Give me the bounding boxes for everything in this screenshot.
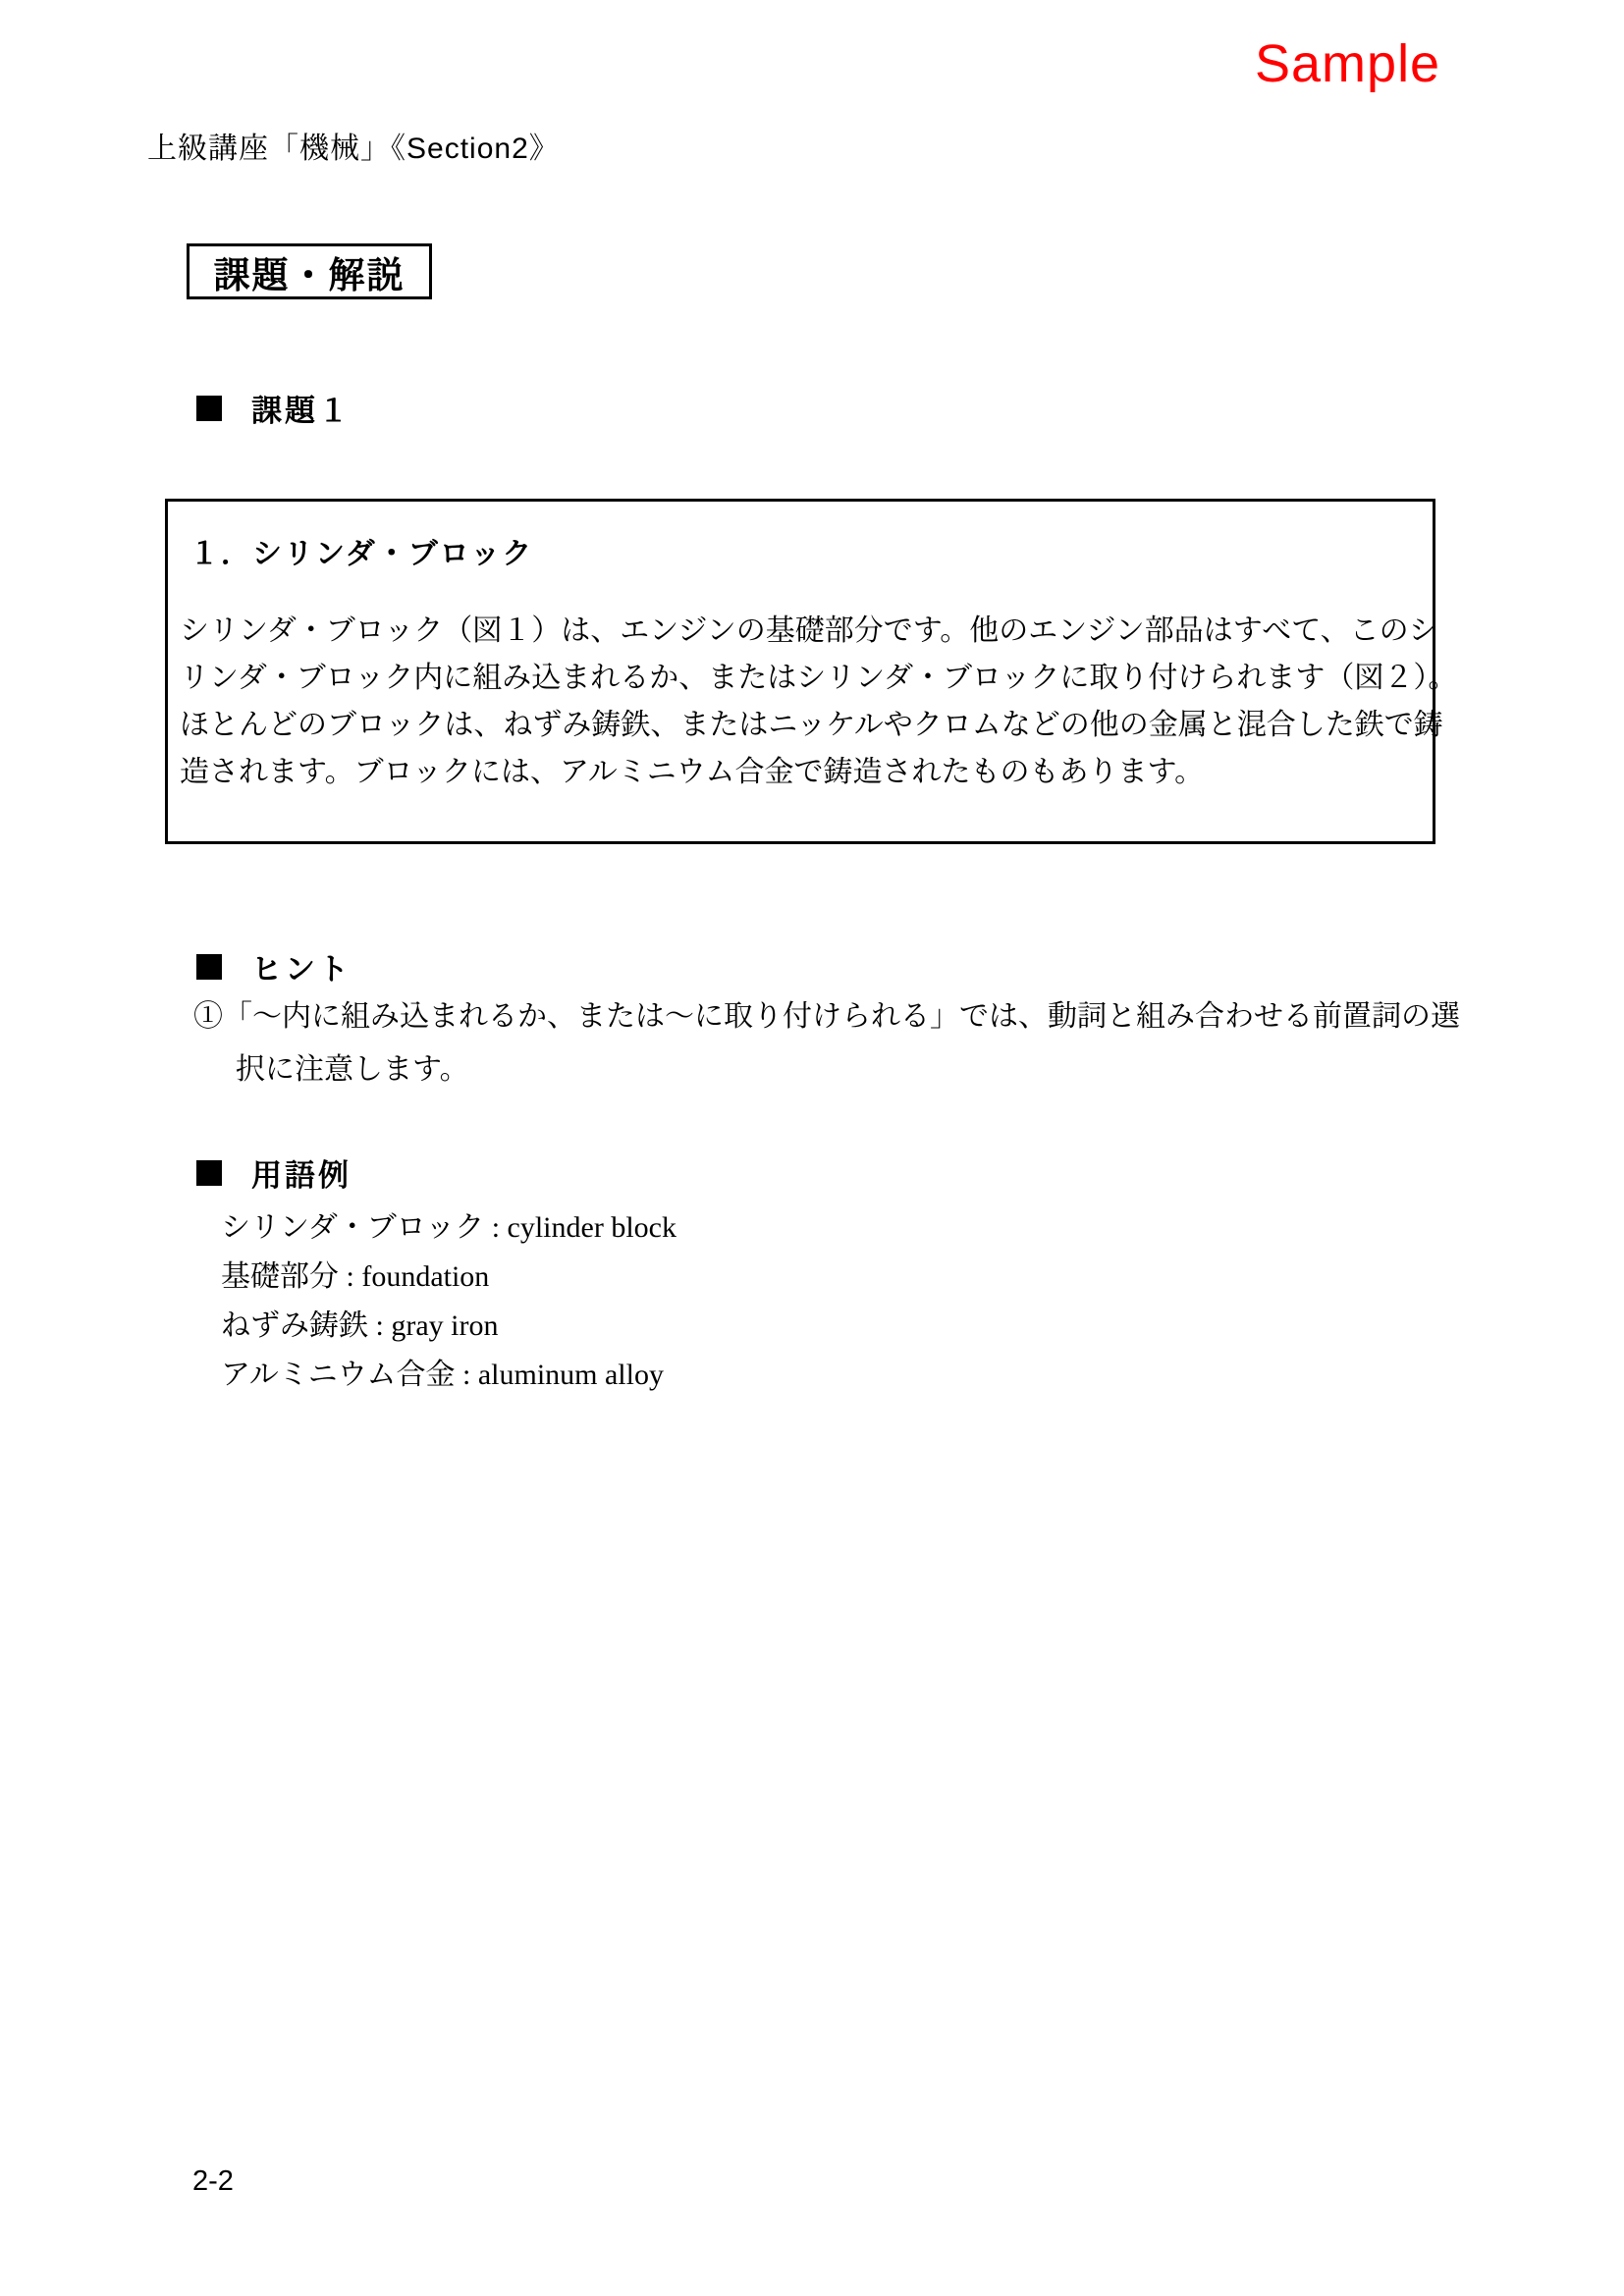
course-title-header: 上級講座「機械」《Section2》 [147,133,560,165]
section-heading-hint [196,944,352,988]
black-square-bullet-icon [196,954,222,980]
kadai-kaisetsu-label: 課題・解説 [213,254,406,295]
paragraph-line: リンダ・ブロック内に組み込まれるか、またはシリンダ・ブロックに取り付けられます（図２）。 [180,662,1458,694]
kadai1-heading-label: 課題１ [251,394,352,428]
hint-heading-label: ヒント [251,952,352,987]
terms-list [221,1203,677,1400]
paragraph-line: シリンダ・ブロック（図１）は、エンジンの基礎部分です。他のエンジン部品はすべて、このシ [180,614,1438,647]
kadai-kaisetsu-title-box [187,243,432,299]
paragraph-line: ほとんどのブロックは、ねずみ鋳鉄、またはニッケルやクロムなどの他の金属と混合した鉄で鋳 [180,709,1443,741]
sample-watermark: Sample [1255,34,1441,93]
term-item-foundation: 基礎部分 : foundation [221,1260,490,1293]
black-square-bullet-icon [196,396,222,421]
hint-line: ①「～内に組み込まれるか、または～に取り付けられる」では、動詞と組み合わせる前置詞の選 [193,1000,1460,1033]
cylinder-block-box-title: １．シリンダ・ブロック [189,538,534,570]
hint-line-continuation: 択に注意します。 [236,1053,469,1086]
hint-paragraph [193,993,1460,1041]
cylinder-block-paragraph [180,608,1458,796]
term-item-gray-iron: ねずみ鋳鉄 : gray iron [221,1309,499,1342]
paragraph-line: 造されます。ブロックには、アルミニウム合金で鋳造されたものもあります。 [180,756,1205,788]
term-item-cylinder-block: シリンダ・ブロック : cylinder block [221,1211,677,1244]
page-number: 2-2 [192,2165,234,2197]
task1-bordered-box [165,499,1458,844]
section-heading-terms [196,1150,352,1195]
term-item-aluminum-alloy: アルミニウム合金 : aluminum alloy [221,1359,664,1391]
black-square-bullet-icon [196,1160,222,1186]
section-heading-kadai1 [196,386,352,430]
terms-heading-label: 用語例 [251,1158,352,1193]
